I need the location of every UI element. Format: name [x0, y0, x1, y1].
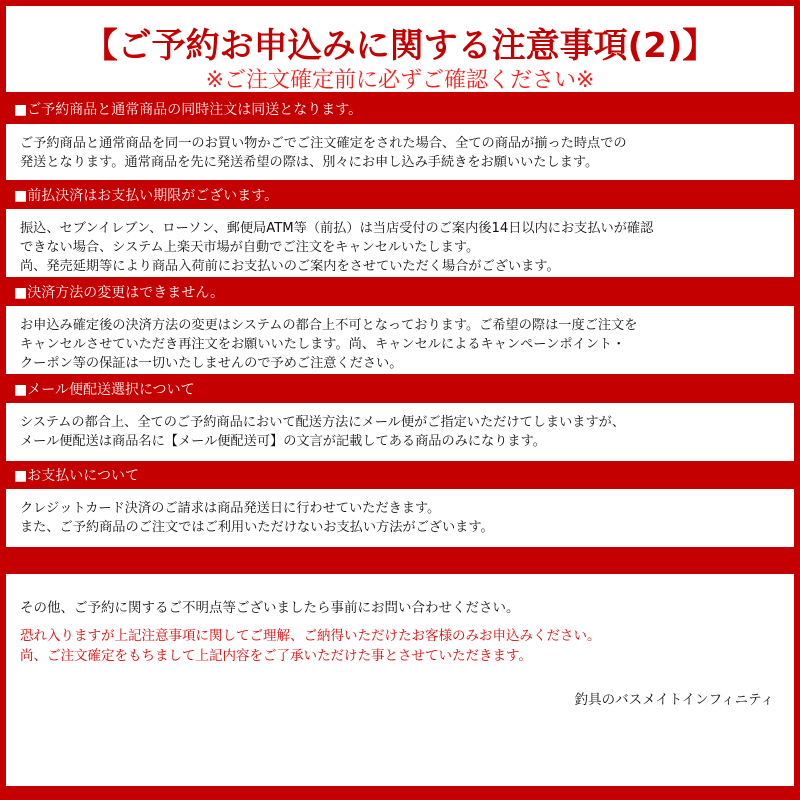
section-line: 振込、セブンイレブン、ローソン、郵便局ATM等（前払）は当店受付のご案内後14日以内にお支払いが確認	[20, 221, 654, 236]
page-subtitle: ※ご注文確定前に必ずご確認ください※	[205, 68, 595, 93]
footer-panel	[6, 574, 794, 786]
section-body-prepayment-deadline	[6, 209, 794, 277]
section-line: 尚、発売延期等により商品入荷前にお支払いのご案内をさせていただく場合がございます。	[20, 259, 560, 274]
section-line: キャンセルさせていただき再注文をお願いいたします。尚、キャンセルによるキャンペーンポイント・	[20, 337, 626, 352]
header-panel	[6, 6, 794, 92]
section-heading-prepayment-deadline: ■前払決済はお支払い期限がございます。	[14, 188, 279, 204]
warning-note	[20, 626, 601, 666]
section-heading-payment-info: ■お支払いについて	[14, 468, 139, 484]
section-line: また、ご予約商品のご注文ではご利用いただけないお支払い方法がございます。	[20, 520, 494, 535]
section-body-same-shipment	[6, 124, 794, 180]
section-body-mail-delivery	[6, 403, 794, 461]
section-line: 発送となります。通常商品を先に発送希望の際は、別々にお申し込み手続きをお願いいたします。	[20, 155, 599, 170]
warning-line: 尚、ご注文確定をもちまして上記内容をご了承いただけた事とさせていただきます。	[20, 648, 532, 664]
section-heading-mail-delivery: ■メール便配送選択について	[14, 382, 195, 398]
section-line: システムの都合上、全てのご予約商品において配送方法にメール便がご指定いただけてしまいますが、	[20, 415, 626, 430]
section-line: ご予約商品と通常商品を同一のお買い物かごでご注文確定をされた場合、全ての商品が揃った時点での	[20, 136, 627, 151]
section-line: お申込み確定後の決済方法の変更はシステムの都合上不可となっております。ご希望の際は一度ご注文を	[20, 318, 638, 333]
section-body-payment-info	[6, 489, 794, 547]
section-line: メール便配送は商品名に【メール便配送可】の文言が記載してある商品のみになります。	[20, 434, 546, 449]
section-body-payment-change	[6, 306, 794, 374]
section-heading-same-shipment: ■ご予約商品と通常商品の同時注文は同送となります。	[14, 102, 363, 118]
section-heading-payment-change: ■決済方法の変更はできません。	[14, 285, 225, 301]
shop-name: 釣具のバスメイトインフィニティ	[574, 692, 774, 708]
section-line: できない場合、システム上楽天市場が自動でご注文をキャンセルいたします。	[20, 240, 480, 255]
page-title: 【ご予約お申込みに関する注意事項(2)】	[83, 26, 717, 66]
warning-line: 恐れ入りますが上記注意事項に関してご理解、ご納得いただけたお客様のみお申込みください。	[20, 628, 601, 644]
section-line: クレジットカード決済のご請求は商品発送日に行わせていただきます。	[20, 501, 441, 516]
section-line: クーポン等の保証は一切いたしませんので予めご注意ください。	[20, 356, 403, 371]
contact-note: その他、ご予約に関するご不明点等ございましたら事前にお問い合わせください。	[20, 600, 520, 616]
